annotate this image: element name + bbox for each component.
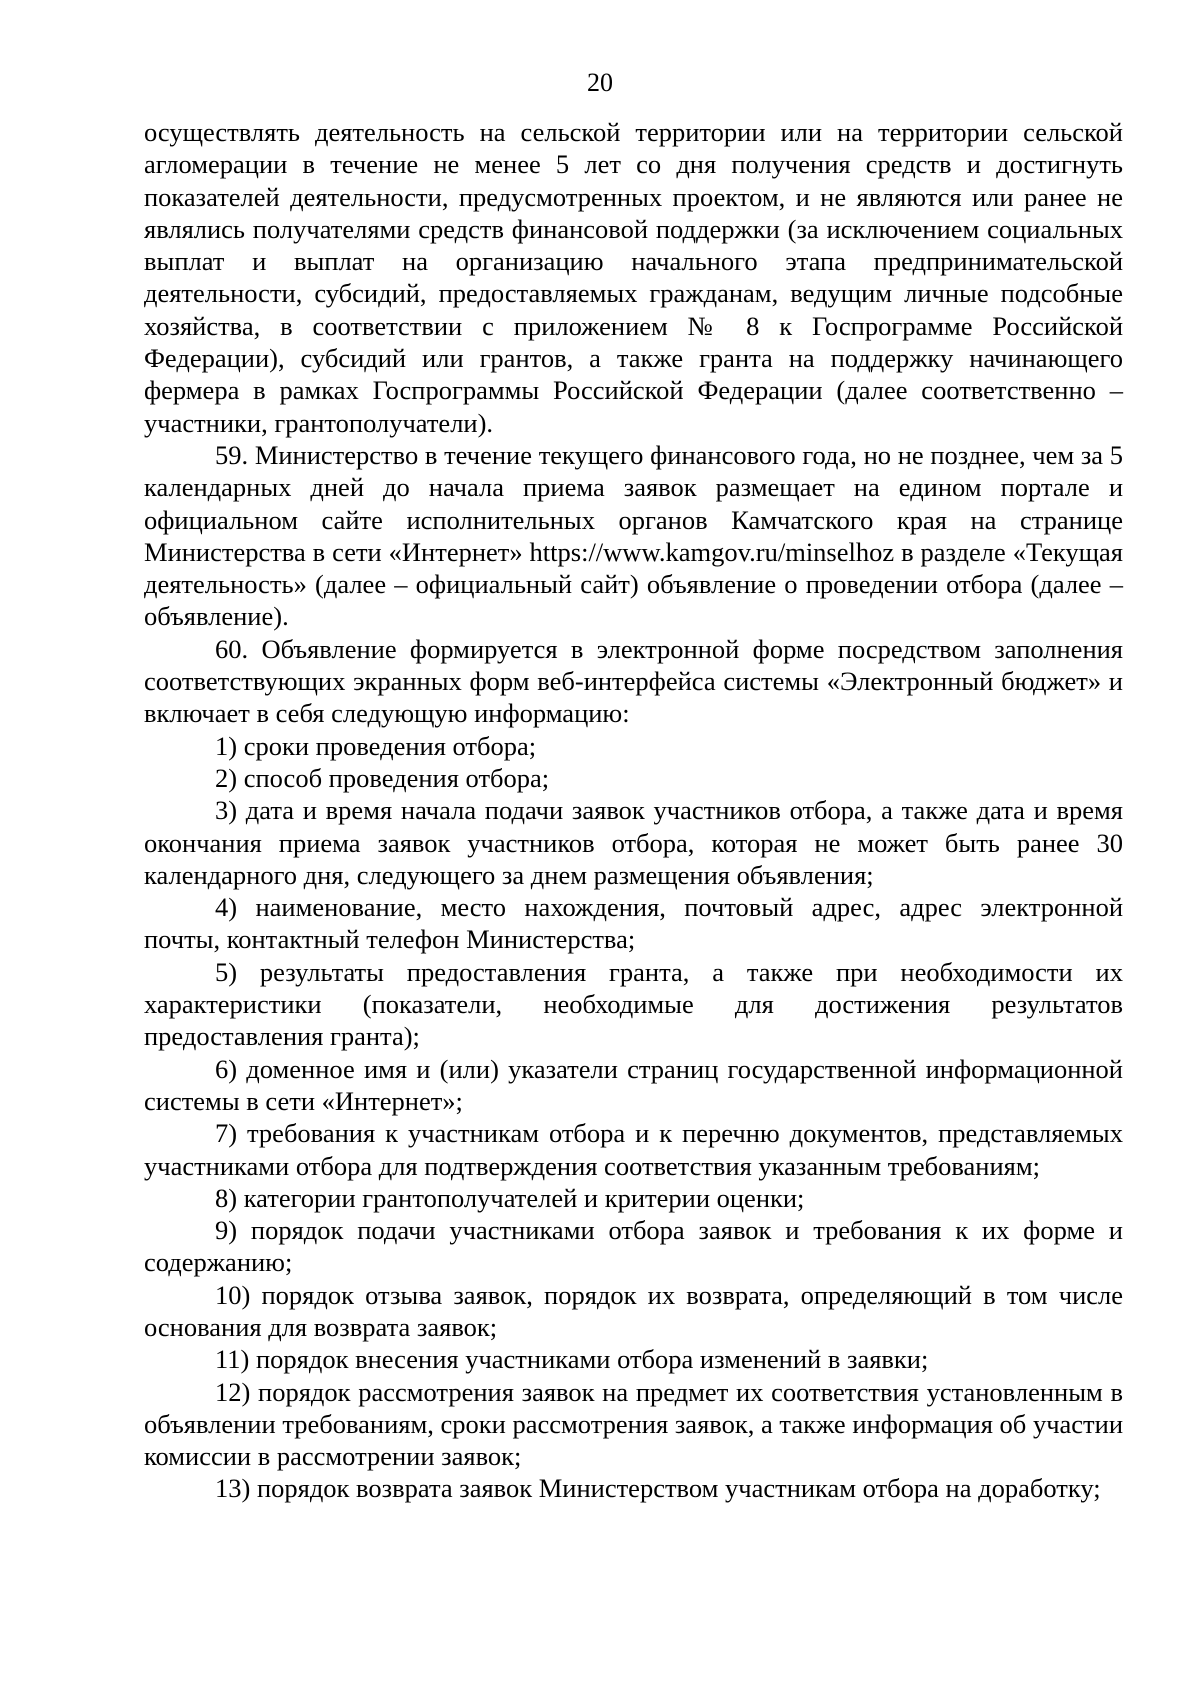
- list-item-9: 9) порядок подачи участниками отбора заявок и требования к их форме и содержанию;: [144, 1215, 1123, 1278]
- paragraph-continuation: осуществлять деятельность на сельской территории или на территории сельской агломерации в течение не менее 5 лет со дня получения средств и достигнуть показателей деятельности, предусмотренных проектом, и не являются или ранее не являлись получателями средств финансовой поддержки (за исключением социальных выплат и выплат на организацию начального этапа предпринимательской деятельности, субсидий, предоставляемых гражданам, ведущим личные подсобные хозяйства, в соответствии с приложением № 8 к Госпрограмме Российской Федерации), субсидий или грантов, а также гранта на поддержку начинающего фермера в рамках Госпрограммы Российской Федерации (далее соответственно – участники, грантополучатели).: [144, 117, 1123, 438]
- document-body: [144, 116, 1123, 1505]
- list-item-3: 3) дата и время начала подачи заявок участников отбора, а также дата и время окончания приема заявок участников отбора, которая не может быть ранее 30 календарного дня, следующего за днем размещения объявления;: [144, 795, 1123, 890]
- list-item-12: 12) порядок рассмотрения заявок на предмет их соответствия установленным в объявлении требованиям, сроки рассмотрения заявок, а также информация об участии комиссии в рассмотрении заявок;: [144, 1376, 1123, 1472]
- page-number: 20: [587, 68, 613, 97]
- list-item-2: 2) способ проведения отбора;: [215, 762, 550, 793]
- list-item-10: 10) порядок отзыва заявок, порядок их возврата, определяющий в том числе основания для возврата заявок;: [144, 1279, 1123, 1342]
- list-item-5: 5) результаты предоставления гранта, а также при необходимости их характеристики (показатели, необходимые для достижения результатов предоставления гранта);: [144, 956, 1123, 1052]
- list-item-11: 11) порядок внесения участниками отбора изменений в заявки;: [215, 1344, 929, 1375]
- list-item-8: 8) категории грантополучателей и критерии оценки;: [215, 1182, 805, 1213]
- paragraph-59: 59. Министерство в течение текущего финансового года, но не позднее, чем за 5 календарных дней до начала приема заявок размещает на едином портале и официальном сайте исполнительных органов Камчатского края на странице Министерства в сети «Интернет» https://www.kamgov.ru/minselhoz в разделе «Текущая деятельность» (далее – официальный сайт) объявление о проведении отбора (далее – объявление).: [144, 439, 1123, 632]
- list-item-13: 13) порядок возврата заявок Министерством участникам отбора на доработку;: [215, 1473, 1101, 1504]
- list-item-7: 7) требования к участникам отбора и к перечню документов, представляемых участниками отбора для подтверждения соответствия указанным требованиям;: [144, 1118, 1123, 1181]
- list-item-4: 4) наименование, место нахождения, почтовый адрес, адрес электронной почты, контактный телефон Министерства;: [144, 892, 1123, 955]
- paragraph-60: 60. Объявление формируется в электронной форме посредством заполнения соответствующих экранных форм веб-интерфейса системы «Электронный бюджет» и включает в себя следующую информацию:: [144, 633, 1123, 729]
- list-item-6: 6) доменное имя и (или) указатели страниц государственной информационной системы в сети «Интернет»;: [144, 1053, 1123, 1116]
- list-item-1: 1) сроки проведения отбора;: [215, 730, 537, 761]
